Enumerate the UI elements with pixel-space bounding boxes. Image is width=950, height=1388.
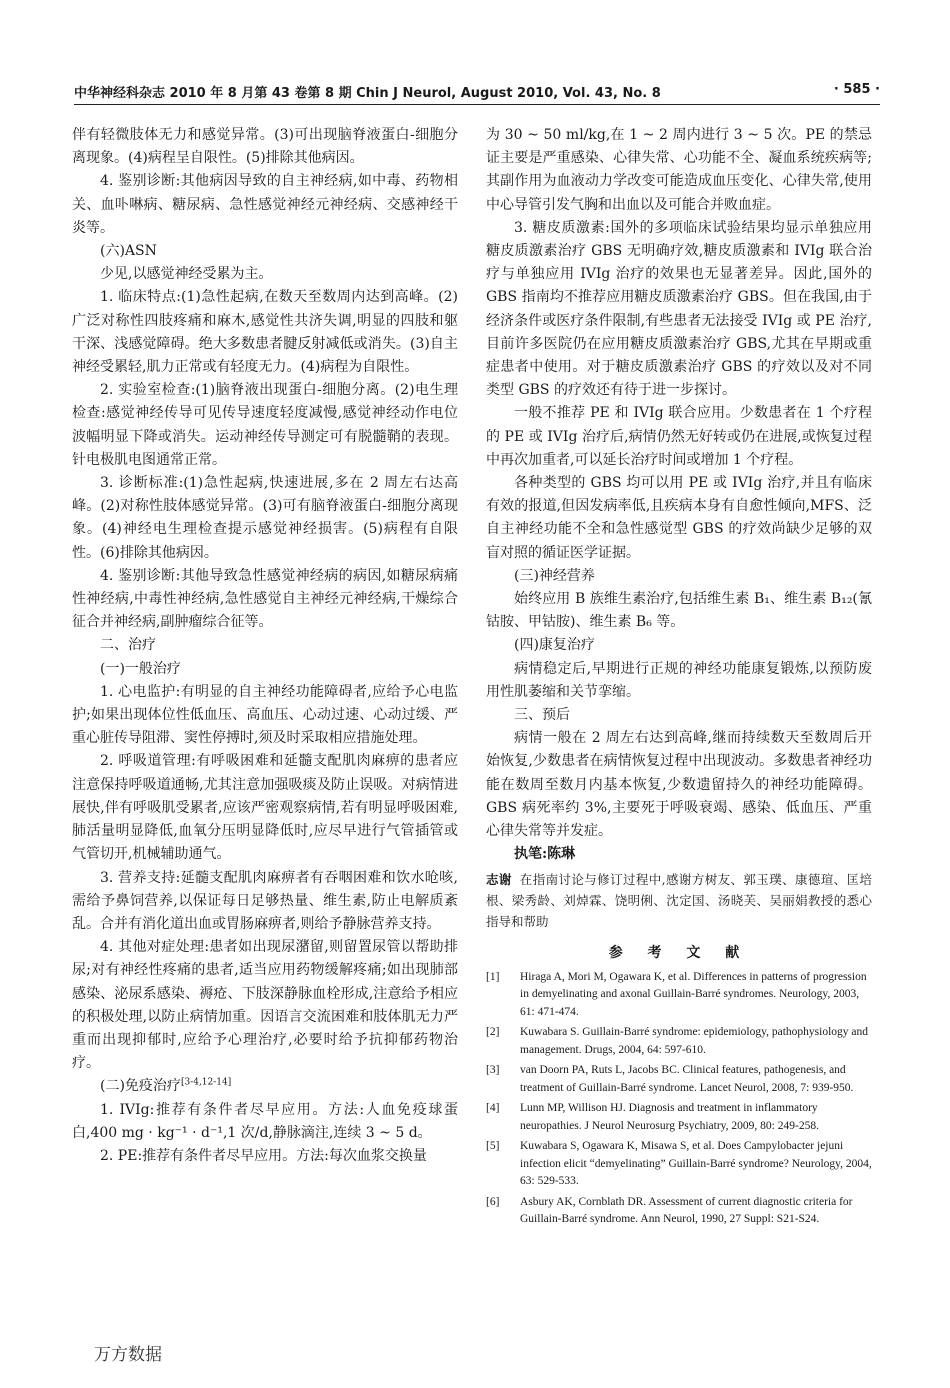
acknowledgement — [486, 869, 872, 932]
reference-number: [3] — [486, 1064, 500, 1077]
paragraph: 始终应用 B 族维生素治疗,包括维生素 B₁、维生素 B₁₂(氰钴胺、甲钴胺)、维生素 B₆ 等。 — [486, 591, 872, 631]
references-title: 参 考 文 献 — [608, 944, 750, 961]
paragraph: 伴有轻微肢体无力和感觉异常。(3)可出现脑脊液蛋白-细胞分离现象。(4)病程呈自限性。(5)排除其他病因。 — [72, 127, 458, 167]
left-column — [72, 124, 458, 1168]
paragraph: 4. 其他对症处理:患者如出现尿潴留,则留置尿管以帮助排尿;对有神经性疼痛的患者,适当应用药物缓解疼痛;如出现肺部感染、泌尿系感染、褥疮、下肢深静脉血栓形成,注意给予相应的积极处理,以防止病情加重。因语言交流困难和肢体肌无力严重而出现抑郁时,应给予心理治疗,必要时给予抗抑郁药物治疗。 — [72, 939, 458, 1072]
reference-text: Kuwabara S. Guillain-Barré syndrome: epidemiology, pathophysiology and management. Drugs, 2004, 64: 597-610. — [520, 1026, 869, 1056]
section-heading: (六)ASN — [100, 243, 157, 260]
right-column — [486, 124, 872, 1232]
acknowledgement-text: 在指南讨论与修订过程中,感谢方树友、郭玉璞、康德瑄、匡培根、梁秀龄、刘焯霖、饶明俐、沈定国、汤晓芙、吴丽娟教授的悉心指导和帮助 — [486, 871, 872, 929]
paragraph: 2. PE:推荐有条件者尽早应用。方法:每次血浆交换量 — [100, 1147, 427, 1164]
reference-item — [486, 1100, 872, 1135]
paragraph: 1. IVIg:推荐有条件者尽早应用。方法:人血免疫球蛋白,400 mg · kg⁻¹ · d⁻¹,1 次/d,静脉滴注,连续 3 ~ 5 d。 — [72, 1101, 458, 1141]
paragraph: 3. 糖皮质激素:国外的多项临床试验结果均显示单独应用糖皮质激素治疗 GBS 无明确疗效,糖皮质激素和 IVIg 联合治疗与单独应用 IVIg 治疗的效果也无显著差异。因此,国外的 GBS 指南均不推荐应用糖皮质激素治疗 GBS。但在我国,由于经济条件或医疗条件限制,有些患者无法接受 IVIg 或 PE 治疗,目前许多医院仍在应用糖皮质激素治疗 GBS,尤其在早期或重症患者中使用。对于糖皮质激素治疗 GBS 的疗效以及对不同类型 GBS 的疗效还有待于进一步探讨。 — [486, 219, 872, 399]
reference-item — [486, 1138, 872, 1191]
paragraph: 一般不推荐 PE 和 IVIg 联合应用。少数患者在 1 个疗程的 PE 或 IVIg 治疗后,病情仍然无好转或仍在进展,或恢复过程中再次加重者,可以延长治疗时间或增加 1 个疗程。 — [486, 405, 872, 468]
paragraph: 2. 呼吸道管理:有呼吸困难和延髓支配肌肉麻痹的患者应注意保持呼吸道通畅,尤其注意加强吸痰及防止误吸。对病情进展快,伴有呼吸肌受累者,应该严密观察病情,若有明显呼吸困难,肺活量明显降低,血氧分压明显降低时,应尽早进行气管插管或气管切开,机械辅助通气。 — [72, 753, 458, 863]
section-heading: (一)一般治疗 — [100, 660, 181, 677]
reference-text: Lunn MP, Willison HJ. Diagnosis and treatment in inflammatory neuropathies. J Neurol Neurosurg Psychiatry, 2009, 80: 249-258. — [520, 1102, 819, 1132]
paragraph: 1. 临床特点:(1)急性起病,在数天至数周内达到高峰。(2)广泛对称性四肢疼痛和麻木,感觉性共济失调,明显的四肢和躯干深、浅感觉障碍。绝大多数患者腱反射减低或消失。(3)自主神经受累轻,肌力正常或有轻度无力。(4)病程为自限性。 — [72, 289, 458, 376]
section-heading: (三)神经营养 — [514, 567, 595, 584]
reference-text: Kuwabara S, Ogawara K, Misawa S, et al. Does Campylobacter jejuni infection elicit “demyelinating” Guillain-Barré syndrome? Neurology, 2004, 63: 529-533. — [520, 1140, 872, 1188]
heading-text: (二)免疫治疗 — [100, 1078, 181, 1095]
paragraph: 病情一般在 2 周左右达到高峰,继而持续数天至数周后开始恢复,少数患者在病情恢复过程中出现波动。多数患者神经功能在数周至数月内基本恢复,少数遗留持久的神经功能障碍。GBS 病死率约 3%,主要死于呼吸衰竭、感染、低血压、严重心律失常等并发症。 — [486, 730, 872, 840]
reference-list — [486, 969, 872, 1229]
citation-superscript: [3-4,12-14] — [180, 1077, 232, 1088]
reference-text: Hiraga A, Mori M, Ogawara K, et al. Differences in patterns of progression in demyelinating and axonal Guillain-Barré syndromes. Neurology, 2003, 61: 471-474. — [520, 970, 867, 1018]
page-number: · 585 · — [833, 82, 880, 97]
paragraph: 3. 诊断标准:(1)急性起病,快速进展,多在 2 周左右达高峰。(2)对称性肢体感觉异常。(3)可有脑脊液蛋白-细胞分离现象。(4)神经电生理检查提示感觉神经损害。(5)病程有自限性。(6)排除其他病因。 — [72, 475, 458, 561]
paragraph: 3. 营养支持:延髓支配肌肉麻痹者有吞咽困难和饮水呛咳,需给予鼻饲营养,以保证每日足够热量、维生素,防止电解质紊乱。合并有消化道出血或胃肠麻痹者,则给予静脉营养支持。 — [72, 869, 458, 932]
paragraph: 4. 鉴别诊断:其他病因导致的自主神经病,如中毒、药物相关、血卟啉病、糖尿病、急性感觉神经元神经病、交感神经干炎等。 — [72, 173, 458, 236]
reference-item — [486, 1024, 872, 1059]
reference-number: [6] — [486, 1195, 500, 1208]
reference-number: [5] — [486, 1140, 500, 1153]
reference-number: [4] — [486, 1102, 500, 1115]
paragraph: 少见,以感觉神经受累为主。 — [100, 266, 273, 283]
reference-item — [486, 1194, 872, 1229]
paragraph: 病情稳定后,早期进行正规的神经功能康复锻炼,以预防废用性肌萎缩和关节挛缩。 — [486, 660, 872, 700]
paragraph: 4. 鉴别诊断:其他导致急性感觉神经病的病因,如糖尿病痛性神经病,中毒性神经病,急性感觉自主神经元神经病,干燥综合征合并神经病,副肿瘤综合征等。 — [72, 567, 458, 631]
paragraph: 1. 心电监护:有明显的自主神经功能障碍者,应给予心电监护;如果出现体位性低血压、高血压、心动过速、心动过缓、严重心脏传导阻滞、窦性停搏时,须及时采取相应措施处理。 — [72, 683, 458, 747]
section-heading — [72, 1075, 458, 1098]
section-heading: (四)康复治疗 — [514, 637, 595, 654]
author-line: 执笔:陈琳 — [514, 846, 576, 863]
paragraph: 为 30 ~ 50 ml/kg,在 1 ~ 2 周内进行 3 ~ 5 次。PE 的禁忌证主要是严重感染、心律失常、心功能不全、凝血系统疾病等;其副作用为血液动力学改变可能造成血压变化、心律失常,使用中心导管引发气胸和出血以及可能合并败血症。 — [486, 127, 872, 213]
reference-number: [1] — [486, 970, 500, 983]
reference-text: Asbury AK, Cornblath DR. Assessment of current diagnostic criteria for Guillain-Barré syndrome. Ann Neurol, 1990, 27 Suppl: S21-S24. — [520, 1195, 853, 1226]
acknowledgement-label: 志谢 — [486, 871, 512, 887]
reference-item — [486, 969, 872, 1022]
reference-text: van Doorn PA, Ruts L, Jacobs BC. Clinical features, pathogenesis, and treatment of Guillain-Barré syndrome. Lancet Neurol, 2008, 7: 939-950. — [520, 1064, 854, 1094]
paragraph: 各种类型的 GBS 均可以用 PE 或 IVIg 治疗,并且有临床有效的报道,但因发病率低,且疾病本身有自愈性倾向,MFS、泛自主神经功能不全和急性感觉型 GBS 的疗效尚缺少足够的双盲对照的循证医学证据。 — [486, 475, 872, 561]
header-rule — [74, 104, 880, 105]
section-heading: 三、预后 — [514, 707, 570, 724]
running-header — [74, 82, 880, 104]
paragraph: 2. 实验室检查:(1)脑脊液出现蛋白-细胞分离。(2)电生理检查:感觉神经传导可见传导速度轻度减慢,感觉神经动作电位波幅明显下降或消失。运动神经传导测定可有脱髓鞘的表现。针电极肌电图通常正常。 — [72, 382, 458, 468]
watermark-footer: 万方数据 — [94, 1345, 162, 1365]
reference-number: [2] — [486, 1026, 500, 1039]
journal-citation: 中华神经科杂志 2010 年 8 月第 43 卷第 8 期 Chin J Neurol, August 2010, Vol. 43, No. 8 — [74, 86, 661, 101]
reference-item — [486, 1062, 872, 1097]
section-heading: 二、治疗 — [100, 637, 156, 654]
